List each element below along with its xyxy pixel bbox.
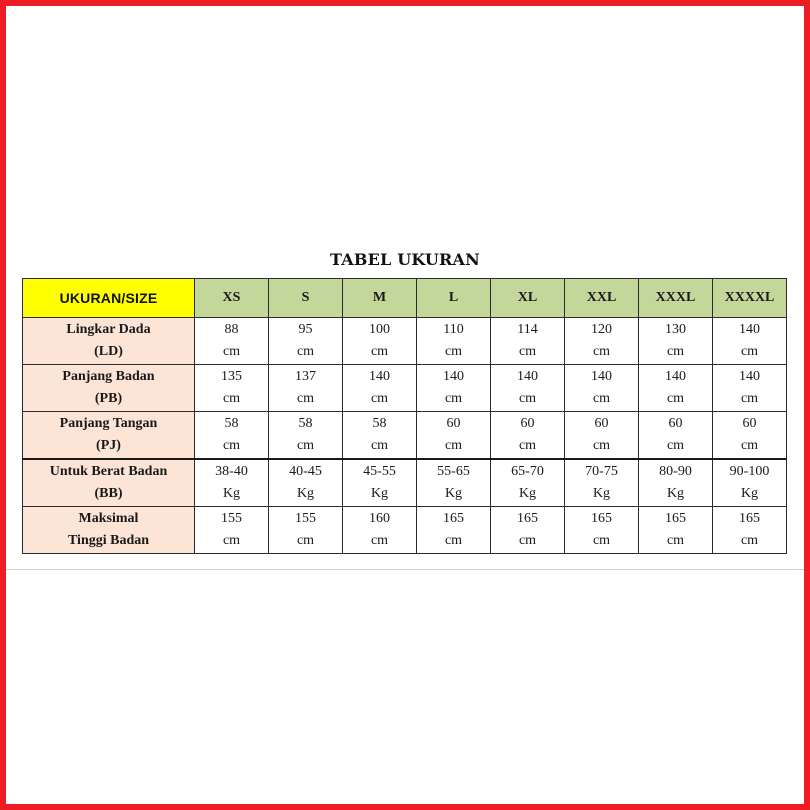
- value-cell: [713, 459, 787, 507]
- value: 40-45: [289, 464, 322, 479]
- unit: cm: [740, 344, 759, 359]
- unit: cm: [370, 438, 389, 453]
- value: 38-40: [215, 464, 248, 479]
- size-chart-table: [22, 278, 787, 554]
- value: 165: [443, 511, 464, 526]
- value-cell: [565, 318, 639, 365]
- value-cell: [491, 507, 565, 554]
- unit: cm: [370, 391, 389, 406]
- value-cell: [343, 507, 417, 554]
- value-cell: [713, 365, 787, 412]
- row-label: [23, 365, 195, 412]
- value-cell: [343, 412, 417, 460]
- unit: cm: [222, 438, 241, 453]
- value: 140: [739, 369, 760, 384]
- unit: cm: [518, 344, 537, 359]
- value-cell: [491, 318, 565, 365]
- row-label-line: (PB): [94, 391, 123, 406]
- value-cell: [565, 507, 639, 554]
- value-cell: [491, 365, 565, 412]
- value-cell: [343, 318, 417, 365]
- unit: cm: [370, 533, 389, 548]
- unit: Kg: [592, 486, 611, 501]
- unit: cm: [518, 391, 537, 406]
- value: 140: [443, 369, 464, 384]
- value-cell: [565, 412, 639, 460]
- unit: cm: [296, 391, 315, 406]
- value: 58: [224, 416, 239, 431]
- size-header-xl: XL: [491, 279, 565, 318]
- unit: cm: [592, 344, 611, 359]
- unit: cm: [222, 533, 241, 548]
- size-header-m: M: [343, 279, 417, 318]
- unit: cm: [666, 344, 685, 359]
- unit: cm: [740, 438, 759, 453]
- value-cell: [639, 365, 713, 412]
- unit: cm: [518, 533, 537, 548]
- value-cell: [417, 507, 491, 554]
- row-berat-badan: [23, 459, 787, 507]
- unit: Kg: [444, 486, 463, 501]
- value: 60: [520, 416, 535, 431]
- value-cell: [417, 318, 491, 365]
- unit: cm: [222, 344, 241, 359]
- row-label-line: Lingkar Dada: [66, 322, 151, 337]
- value-cell: [713, 507, 787, 554]
- value-cell: [195, 507, 269, 554]
- value-cell: [713, 412, 787, 460]
- value: 155: [295, 511, 316, 526]
- unit: cm: [444, 438, 463, 453]
- row-tinggi-badan: [23, 507, 787, 554]
- row-label-line: (BB): [94, 486, 123, 501]
- value: 70-75: [585, 464, 618, 479]
- row-label-line: (PJ): [96, 438, 121, 453]
- unit: cm: [592, 438, 611, 453]
- value: 95: [298, 322, 313, 337]
- value: 60: [742, 416, 757, 431]
- value: 130: [665, 322, 686, 337]
- value: 165: [665, 511, 686, 526]
- size-header-xxxl: XXXL: [639, 279, 713, 318]
- row-label-line: Maksimal: [78, 511, 139, 526]
- unit: cm: [592, 533, 611, 548]
- unit: cm: [222, 391, 241, 406]
- value: 60: [446, 416, 461, 431]
- value-cell: [639, 459, 713, 507]
- value-cell: [639, 318, 713, 365]
- value: 65-70: [511, 464, 544, 479]
- size-header-xxl: XXL: [565, 279, 639, 318]
- size-label-header: UKURAN/SIZE: [23, 279, 195, 318]
- size-header-s: S: [269, 279, 343, 318]
- value: 100: [369, 322, 390, 337]
- unit: cm: [666, 438, 685, 453]
- value-cell: [639, 412, 713, 460]
- value: 120: [591, 322, 612, 337]
- row-panjang-tangan: [23, 412, 787, 460]
- value: 160: [369, 511, 390, 526]
- value: 140: [369, 369, 390, 384]
- unit: cm: [444, 344, 463, 359]
- value-cell: [269, 318, 343, 365]
- value: 140: [665, 369, 686, 384]
- value: 165: [591, 511, 612, 526]
- unit: cm: [518, 438, 537, 453]
- value: 135: [221, 369, 242, 384]
- value-cell: [713, 318, 787, 365]
- value-cell: [565, 365, 639, 412]
- value: 137: [295, 369, 316, 384]
- value: 110: [443, 322, 464, 337]
- unit: Kg: [370, 486, 389, 501]
- value-cell: [565, 459, 639, 507]
- value: 58: [298, 416, 313, 431]
- unit: cm: [666, 533, 685, 548]
- unit: cm: [370, 344, 389, 359]
- unit: cm: [444, 391, 463, 406]
- value-cell: [343, 459, 417, 507]
- unit: Kg: [518, 486, 537, 501]
- value: 140: [739, 322, 760, 337]
- row-label: [23, 459, 195, 507]
- size-header-xs: XS: [195, 279, 269, 318]
- value-cell: [417, 365, 491, 412]
- value: 90-100: [729, 464, 770, 479]
- value-cell: [491, 412, 565, 460]
- value: 80-90: [659, 464, 692, 479]
- unit: Kg: [222, 486, 241, 501]
- value: 140: [517, 369, 538, 384]
- size-header-l: L: [417, 279, 491, 318]
- value: 165: [739, 511, 760, 526]
- unit: cm: [296, 438, 315, 453]
- row-label-line: Panjang Badan: [62, 369, 155, 384]
- row-lingkar-dada: [23, 318, 787, 365]
- unit: cm: [296, 533, 315, 548]
- row-label-line: (LD): [94, 344, 123, 359]
- unit: Kg: [296, 486, 315, 501]
- value-cell: [195, 412, 269, 460]
- value-cell: [269, 507, 343, 554]
- value: 88: [224, 322, 239, 337]
- value-cell: [269, 365, 343, 412]
- value-cell: [195, 318, 269, 365]
- value-cell: [491, 459, 565, 507]
- unit: cm: [740, 533, 759, 548]
- row-label-line: Untuk Berat Badan: [49, 464, 168, 479]
- unit: cm: [444, 533, 463, 548]
- row-label-line: Panjang Tangan: [59, 416, 158, 431]
- divider-line: [6, 569, 804, 570]
- row-label-line: Tinggi Badan: [67, 533, 150, 548]
- unit: Kg: [666, 486, 685, 501]
- table-title: TABEL UKURAN: [330, 250, 480, 269]
- value: 155: [221, 511, 242, 526]
- value: 60: [594, 416, 609, 431]
- value: 45-55: [363, 464, 396, 479]
- value: 60: [668, 416, 683, 431]
- value-cell: [269, 459, 343, 507]
- value: 58: [372, 416, 387, 431]
- value: 165: [517, 511, 538, 526]
- row-label: [23, 318, 195, 365]
- size-header-row: [23, 279, 787, 318]
- row-label: [23, 507, 195, 554]
- unit: Kg: [740, 486, 759, 501]
- value-cell: [269, 412, 343, 460]
- unit: cm: [666, 391, 685, 406]
- unit: cm: [296, 344, 315, 359]
- value: 114: [517, 322, 538, 337]
- value-cell: [343, 365, 417, 412]
- value-cell: [195, 365, 269, 412]
- row-label: [23, 412, 195, 460]
- unit: cm: [740, 391, 759, 406]
- value-cell: [639, 507, 713, 554]
- value: 140: [591, 369, 612, 384]
- unit: cm: [592, 391, 611, 406]
- size-header-xxxxl: XXXXL: [713, 279, 787, 318]
- value: 55-65: [437, 464, 470, 479]
- value-cell: [195, 459, 269, 507]
- value-cell: [417, 412, 491, 460]
- value-cell: [417, 459, 491, 507]
- row-panjang-badan: [23, 365, 787, 412]
